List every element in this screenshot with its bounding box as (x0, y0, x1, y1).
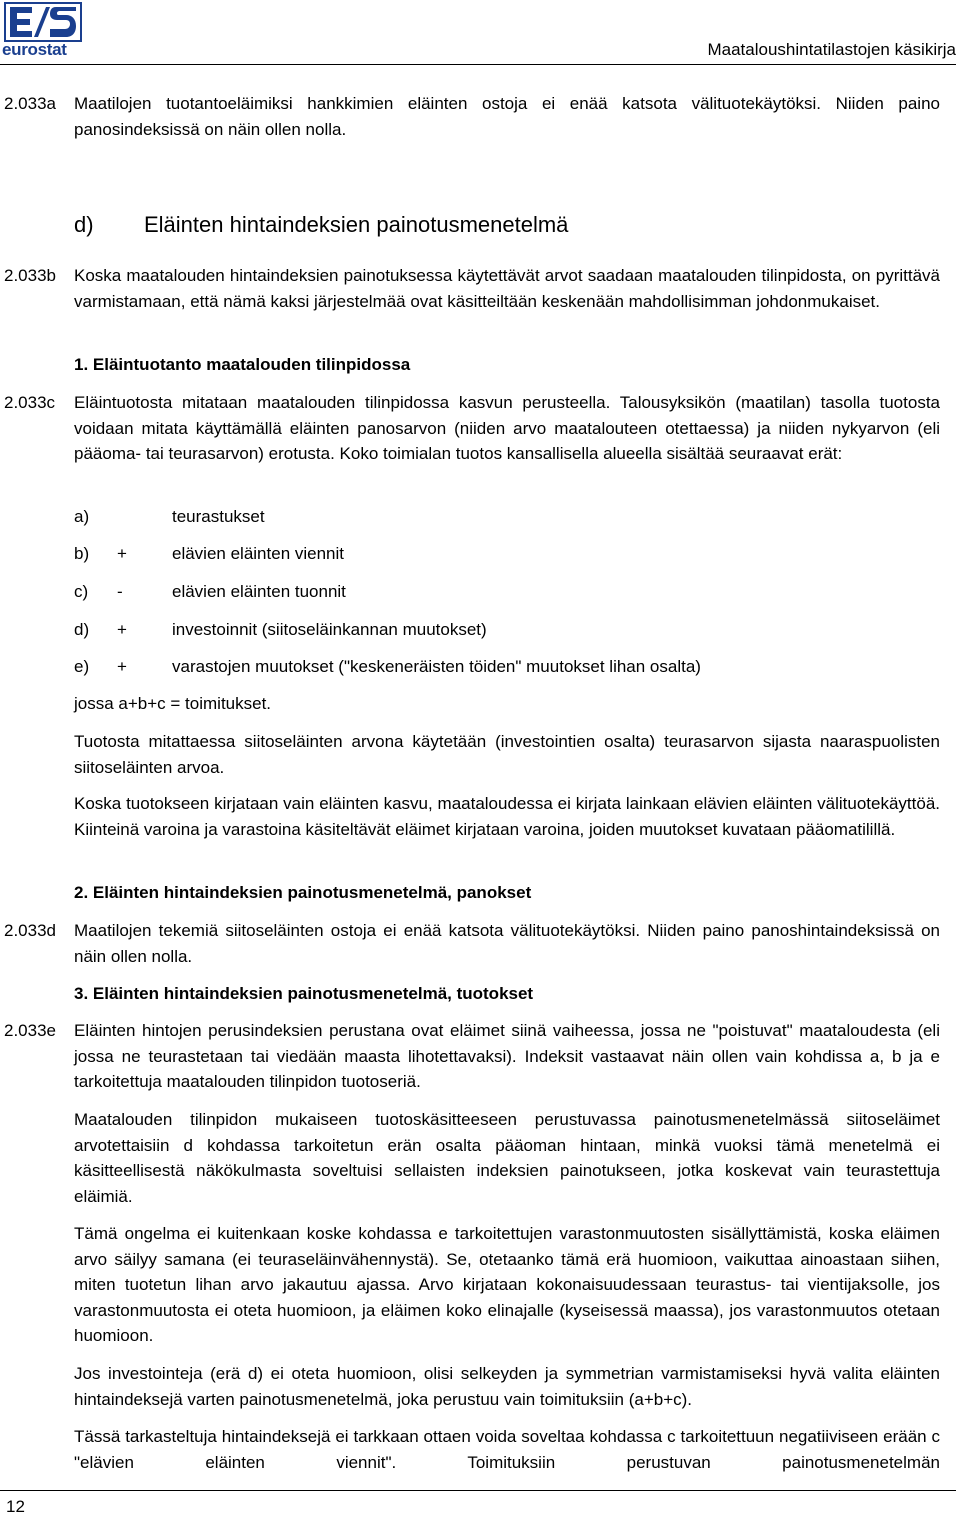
paragraph-number: 2.033b (4, 266, 56, 285)
paragraph-jos: Jos investointeja (erä d) ei oteta huomioon, olisi selkeyden ja symmetrian varmistamiseksi hyvä valita eläinten hintaindeksejä varten painotusmenetelmä, joka perustuu vain toimituksiin (a+b+c). (74, 1364, 940, 1409)
list-item-text: investoinnit (siitoseläinkannan muutokset) (172, 620, 487, 639)
list-item (74, 654, 940, 679)
paragraph-maatalouden: Maatalouden tilinpidon mukaiseen tuotoskäsitteeseen perustuvassa painotusmenetelmässä siitoseläimet arvotettaisiin d kohdassa tarkoitetun erän osalta pääoman hintaan, minkä vuoksi tämä menetelmä ei käsitteellisestä näkökulmasta soveltuisi sellaisten indeksien painotukseen, jotka koskevat vain teurastettuja eläimiä. (74, 1110, 940, 1206)
paragraph-2033c: Eläintuotosta mitataan maatalouden tilinpidossa kasvun perusteella. Talousyksikön (maatilan) tasolla tuotosta voidaan mitata käyttämällä eläinten panosarvon (niiden arvo maatalouteen otettaessa) ja niiden nykyarvon (eli pääoma- tai teurasarvon) erotusta. Koko toimialan tuotos kansallisella alueella sisältää seuraavat erät: (74, 393, 940, 463)
footer-divider (0, 1490, 956, 1491)
paragraph-2033a: Maatilojen tuotantoeläimiksi hankkimien eläinten ostoja ei enää katsota välituotekäytöksi. Niiden paino panosindeksissä on näin ollen nolla. (74, 94, 940, 139)
list-item (74, 617, 940, 642)
list-item-text: elävien eläinten viennit (172, 544, 345, 563)
paragraph-number: 2.033d (4, 921, 56, 940)
paragraph-tama: Tämä ongelma ei kuitenkaan koske kohdassa e tarkoitettujen varastonmuutosten sisällyttämistä, koska eläimen arvo säilyy samana (ei teuraseläinvähennystä). Se, otetaanko tämä erä huomioon, vaikuttaa ainoastaan siihen, miten tuotetun lihan arvo jakautuu ajassa. Arvo kirjataan kokonaisuudessaan teurastus- tai vientijaksolle, jos varastonmuutosta ei oteta huomioon, ja eläimen koko elinajalle (kyseisessä maassa), jos varastonmuutos otetaan huomioon. (74, 1224, 940, 1345)
section-letter: d) (74, 212, 94, 237)
list-item-sign: + (117, 544, 127, 563)
list-item-text: varastojen muutokset ("keskeneräisten töiden" muutokset lihan osalta) (172, 657, 701, 676)
section-title: Eläinten hintaindeksien painotusmenetelmä (144, 212, 569, 237)
list-item (74, 541, 940, 566)
list-item (74, 579, 940, 604)
list-item-label: c) (74, 582, 89, 601)
list-item-sign: - (117, 582, 123, 601)
paragraph-koska: Koska tuotokseen kirjataan vain eläinten kasvu, maataloudessa ei kirjata lainkaan elävien eläinten välituotekäyttöä. Kiinteinä varoina ja varastoina käsiteltävät eläimet kirjataan varoina, joiden muutokset kuvataan pääomatilillä. (74, 794, 940, 839)
list-item (74, 504, 940, 529)
paragraph-number: 2.033a (4, 94, 56, 113)
paragraph-2033b: Koska maatalouden hintaindeksien painotuksessa käytettävät arvot saadaan maatalouden tilinpidosta, on pyrittävä varmistamaan, että nämä kaksi järjestelmää ovat käsitteiltään keskenään mahdollisimman johdonmukaiset. (74, 266, 940, 311)
subheading-1: 1. Eläintuotanto maatalouden tilinpidossa (74, 355, 411, 374)
paragraph-2033e: Eläinten hintojen perusindeksien perustana ovat eläimet siinä vaiheessa, jossa ne "poistuvat" maataloudesta (eli jossa ne teurastetaan tai viedään maasta lihotettavaksi). Indeksit vastaavat näin ollen vain kohdissa a, b ja e tarkoitettuja maatalouden tilinpidon tuotoseriä. (74, 1021, 940, 1091)
paragraph-jossa: jossa a+b+c = toimitukset. (74, 694, 272, 713)
subheading-2: 2. Eläinten hintaindeksien painotusmenetelmä, panokset (74, 883, 532, 902)
list-item-label: b) (74, 544, 90, 563)
paragraph-number: 2.033c (4, 393, 56, 412)
page-number: 12 (6, 1497, 25, 1516)
list-item-label: a) (74, 507, 90, 526)
paragraph-number: 2.033e (4, 1021, 56, 1040)
list-item-label: d) (74, 620, 90, 639)
list-item-text: elävien eläinten tuonnit (172, 582, 346, 601)
paragraph-tassa: Tässä tarkasteltuja hintaindeksejä ei tarkkaan ottaen voida soveltaa kohdassa c tarkoitettuun negatiiviseen erään c "elävien eläinten viennit". Toimituksiin perustuvan painotusmenetelmän (74, 1427, 940, 1472)
list-item-sign: + (117, 657, 127, 676)
list-item-text: teurastukset (172, 507, 265, 526)
page-header (0, 0, 960, 70)
list-item-sign: + (117, 620, 127, 639)
paragraph-tuotosta: Tuotosta mitattaessa siitoseläinten arvona käytetään (investointien osalta) teurasarvon sijasta naaraspuolisten siitoseläinten arvoa. (74, 732, 940, 777)
header-divider (0, 64, 956, 65)
paragraph-2033d: Maatilojen tekemiä siitoseläinten ostoja ei enää katsota välituotekäytöksi. Niiden paino panoshintaindeksissä on näin ollen nolla. (74, 921, 940, 966)
eurostat-wordmark: eurostat (2, 40, 67, 59)
list-item-label: e) (74, 657, 90, 676)
document-title: Maataloushintatilastojen käsikirja (707, 40, 956, 59)
subheading-3: 3. Eläinten hintaindeksien painotusmenetelmä, tuotokset (74, 984, 534, 1003)
